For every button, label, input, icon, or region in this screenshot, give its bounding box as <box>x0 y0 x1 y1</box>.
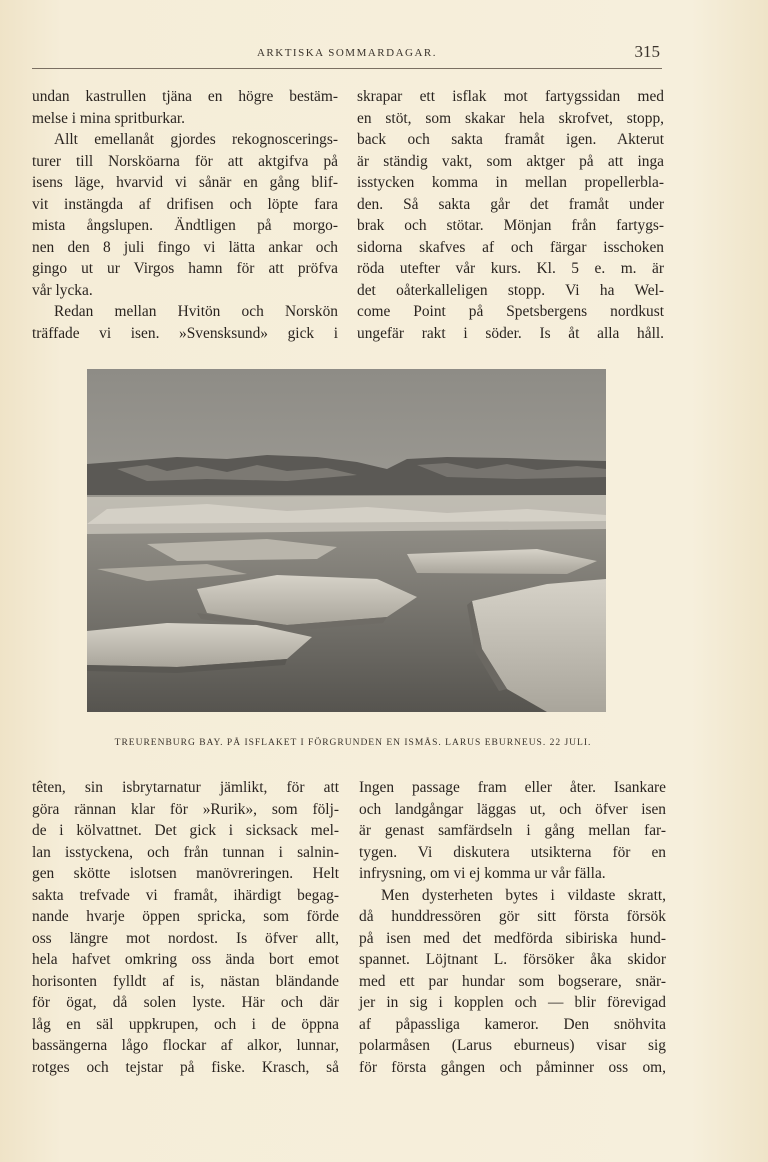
figure-caption: TREURENBURG BAY. PÅ ISFLAKET I FÖRGRUNDEN EN ISMÅS. LARUS EBURNEUS. 22 JULI. <box>114 738 592 748</box>
text-line: vår lycka. <box>32 281 93 299</box>
text-line: göra rännan klar för »Rurik», som följ- <box>32 800 339 818</box>
text-line: polarmåsen (Larus eburneus) visar sig <box>359 1037 666 1054</box>
text-line: för ögat, då solen lyste. Här och där <box>32 994 339 1011</box>
text-line: oss längre mot nordost. Is öfver allt, <box>32 929 339 947</box>
text-line: mista ångslupen. Ändtligen på morgo- <box>32 217 338 234</box>
text-line: ungefär rakt i söder. Is åt alla håll. <box>357 324 664 342</box>
text-line: låg en säl uppkrupen, och i de öppna <box>32 1015 339 1033</box>
text-line: undan kastrullen tjäna en högre bestäm- <box>32 88 338 105</box>
text-line: på isen med det medförda sibiriska hund- <box>359 929 666 947</box>
text-line: skrapar ett isflak mot fartygssidan med <box>357 88 664 105</box>
text-line: têten, sin isbrytarnatur jämlikt, för att <box>32 779 339 796</box>
column-bottom-left <box>32 777 339 1078</box>
column-bottom-right <box>359 777 666 1078</box>
text-line: melse i mina spritburkar. <box>32 109 186 127</box>
text-line: de i kölvattnet. Det gick i sicksack mel- <box>32 822 339 839</box>
text-line: nen den 8 juli fingo vi lätta ankar och <box>32 238 338 256</box>
text-line: horisonten fylldt af is, nästan bländande <box>32 972 339 990</box>
text-line: infrysning, om vi ej komma ur vår fälla. <box>359 865 606 882</box>
running-title: ARKTISKA SOMMARDAGAR. <box>256 47 438 59</box>
text-line: en stöt, som skakar hela skrofvet, stopp, <box>357 109 664 127</box>
page-header <box>32 44 662 69</box>
text-line: sakta trefvade vi framåt, ihärdigt begag- <box>32 886 339 904</box>
text-line: den. Så sakta går det framåt under <box>357 195 664 213</box>
photograph-treurenburg-bay <box>87 369 606 712</box>
text-line: jer in sig i kopplen och — blir förevigad <box>359 994 666 1011</box>
text-line: come Point på Spetsbergens nordkust <box>357 303 664 320</box>
ice-landscape-photo <box>87 369 606 712</box>
text-line: vit instängda af drifisen och löpte fara <box>32 195 338 213</box>
text-line: tygen. Vi diskutera utsikterna för en <box>359 843 666 861</box>
text-line: lan isstyckena, och från tunnan i salnin- <box>32 843 339 861</box>
text-line: rotges och tejstar på fiske. Krasch, så <box>32 1058 339 1076</box>
text-line: Redan mellan Hvitön och Norskön <box>54 303 338 320</box>
text-line: för första gången och påminner oss om, <box>359 1058 666 1076</box>
text-line: bassängerna lågo flockar af alkor, lunnar, <box>32 1037 339 1054</box>
text-line: är genast samfärdseln i gång mellan far- <box>359 822 666 839</box>
text-line: Men dysterheten bytes i vildaste skratt, <box>381 886 666 904</box>
text-line: är ständig vakt, som aktger på att inga <box>357 152 664 170</box>
text-line: Allt emellanåt gjordes rekognoscerings- <box>54 131 338 148</box>
text-line: isstycken komma in mellan propellerbla- <box>357 174 664 191</box>
text-line: och landgångar läggas ut, och öfver isen <box>359 800 666 818</box>
text-line: back och sakta framåt igen. Akterut <box>357 131 664 148</box>
text-line: af påpassliga kameror. Den snöhvita <box>359 1015 666 1033</box>
column-top-right <box>357 86 664 344</box>
text-line: träffade vi isen. »Svensksund» gick i <box>32 324 338 342</box>
text-line: turer till Norsköarna för att aktgifva på <box>32 152 338 170</box>
text-line: Ingen passage fram eller åter. Isankare <box>359 779 666 796</box>
text-line: spannet. Löjtnant L. försöker åka skidor <box>359 951 666 968</box>
text-line: det oåterkalleligen stopp. Vi ha Wel- <box>357 281 664 299</box>
text-line: röda utefter vår kurs. Kl. 5 e. m. är <box>357 260 664 277</box>
column-top-left <box>32 86 338 344</box>
text-line: nande hvarje öppen spricka, som förde <box>32 908 339 925</box>
text-line: då hunddressören gör sitt första försök <box>359 908 666 925</box>
text-line: sidorna skafves af och färgar isschoken <box>357 238 664 256</box>
text-line: gen skötte islotsen manövreringen. Helt <box>32 865 339 882</box>
text-line: brak och stötar. Mönjan från fartygs- <box>357 217 664 234</box>
text-line: hela hafvet omkring oss ända bort emot <box>32 951 339 968</box>
page-number: 315 <box>634 42 660 61</box>
text-line: gingo ut ur Virgos hamn för att pröfva <box>32 260 338 277</box>
text-line: isens läge, hvarvid vi sånär en gång blif- <box>32 174 338 191</box>
text-line: med ett par hundar som bogserare, snär- <box>359 972 666 990</box>
